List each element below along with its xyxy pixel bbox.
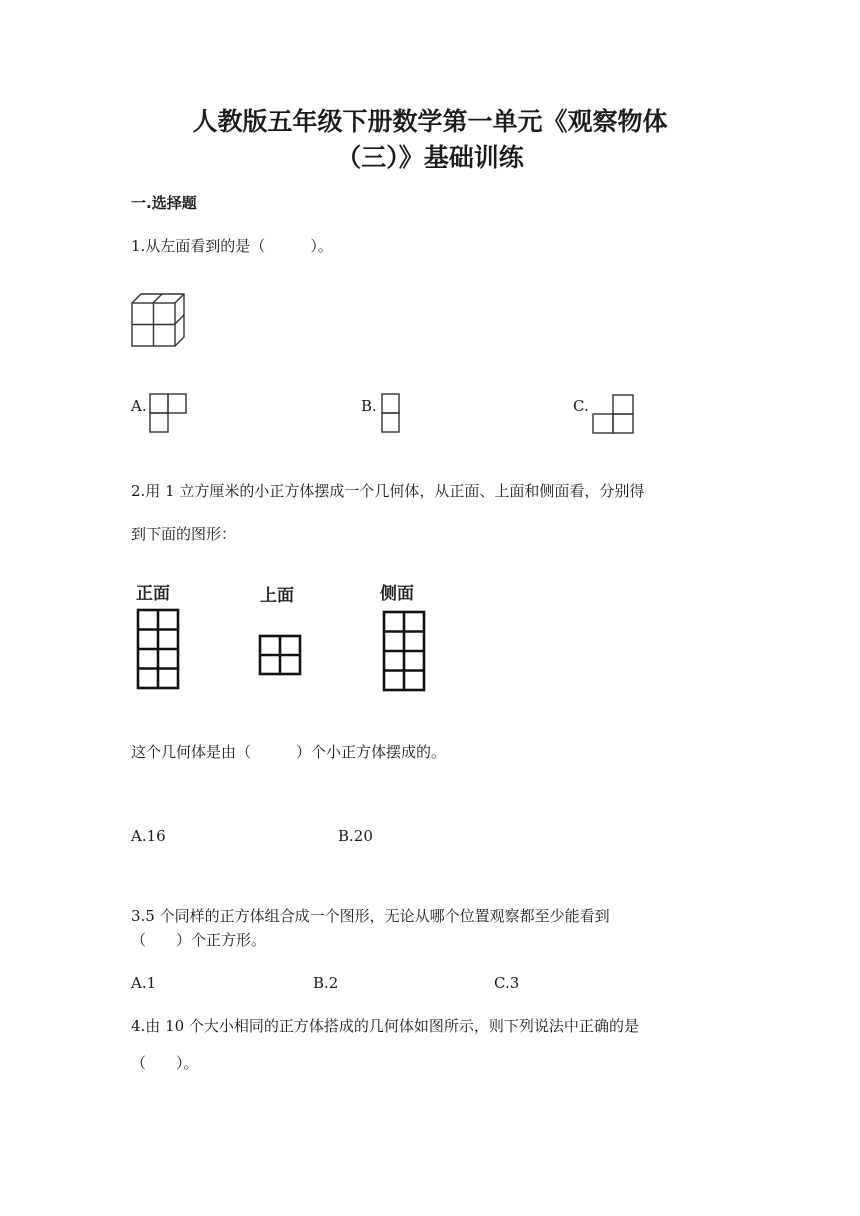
question-2-text-line-2: 到下面的图形：: [131, 525, 237, 543]
page-title: [0, 104, 860, 176]
question-4-text-line-1: 4.由 10 个大小相同的正方体搭成的几何体如图所示，则下列说法中正确的是: [131, 1017, 639, 1035]
q1-option-b-label[interactable]: B.: [361, 397, 377, 415]
title-line-2: （三）》基础训练: [336, 143, 524, 172]
front-view-label: 正面: [136, 584, 170, 604]
side-view-label: 侧面: [380, 584, 414, 604]
q1-option-c-label[interactable]: C.: [573, 397, 589, 415]
q1-option-b-figure: [381, 393, 401, 435]
question-3-text-line-2: （ ）个正方形。: [131, 931, 267, 949]
side-view-figure: [382, 610, 426, 692]
question-3-text-line-1: 3.5 个同样的正方体组合成一个图形，无论从哪个位置观察都至少能看到: [131, 907, 610, 925]
q2-option-b[interactable]: B.20: [338, 827, 373, 845]
q3-option-b[interactable]: B.2: [313, 974, 339, 992]
title-line-1: 人教版五年级下册数学第一单元《观察物体: [192, 107, 668, 136]
top-view-figure: [258, 634, 302, 676]
question-2-prompt: 这个几何体是由（ ）个小正方体摆成的。: [131, 743, 447, 761]
q3-option-a[interactable]: A.1: [131, 974, 157, 992]
front-view-figure: [136, 608, 180, 690]
q1-cube-figure: [130, 292, 186, 348]
top-view-label: 上面: [260, 586, 294, 606]
q1-option-c-figure: [592, 394, 636, 436]
question-1-text: 1.从左面看到的是（ ）。: [131, 237, 333, 255]
q1-option-a-label[interactable]: A.: [131, 397, 147, 415]
question-4-text-line-2: （ ）。: [131, 1054, 199, 1072]
section-heading: 一.选择题: [131, 194, 197, 212]
q2-option-a[interactable]: A.16: [131, 827, 166, 845]
q3-option-c[interactable]: C.3: [494, 974, 520, 992]
q1-option-a-figure: [149, 393, 189, 435]
question-2-text-line-1: 2.用 1 立方厘米的小正方体摆成一个几何体，从正面、上面和侧面看，分别得: [131, 482, 645, 500]
